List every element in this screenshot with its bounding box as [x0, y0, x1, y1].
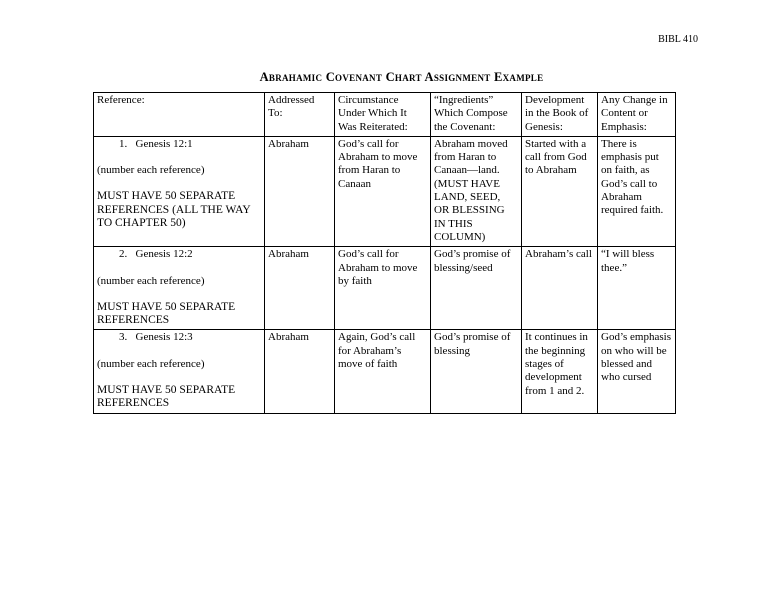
reference-number: 2. [119, 248, 128, 261]
covenant-chart-table [93, 92, 676, 414]
reference-label [97, 248, 261, 261]
reference-rule: MUST HAVE 50 SEPARATE REFERENCES [97, 384, 236, 410]
reference-cell [94, 247, 265, 330]
reference-cell [94, 136, 265, 246]
change-cell: There is emphasis put on faith, as God’s call to Abraham required faith. [598, 136, 676, 246]
reference-verse: Genesis 12:3 [135, 331, 193, 344]
change-cell: God’s emphasis on who will be blessed and who cursed [598, 330, 676, 413]
header-ingredients: “Ingredients” Which Compose the Covenant: [431, 93, 522, 137]
addressed-cell: Abraham [265, 136, 335, 246]
reference-number: 3. [119, 331, 128, 344]
reference-cell [94, 330, 265, 413]
ingredients-cell: God’s promise of blessing/seed [431, 247, 522, 330]
reference-rule: MUST HAVE 50 SEPARATE REFERENCES [97, 300, 236, 327]
reference-note: (number each reference) [97, 357, 205, 370]
addressed-cell: Abraham [265, 247, 335, 330]
ingredients-cell: God’s promise of blessing [431, 330, 522, 413]
ingredients-cell: Abraham moved from Haran to Canaan—land. (MUST HAVE LAND, SEED, OR BLESSING IN THIS COLUMN) [431, 136, 522, 246]
development-cell: Started with a call from God to Abraham [522, 136, 598, 246]
change-cell: “I will bless thee.” [598, 247, 676, 330]
reference-verse: Genesis 12:2 [135, 248, 193, 261]
header-reference: Reference: [94, 93, 265, 137]
circumstance-cell: God’s call for Abraham to move from Haran to Canaan [335, 136, 431, 246]
circumstance-cell: Again, God’s call for Abraham’s move of faith [335, 330, 431, 413]
table-header-row [94, 93, 676, 137]
reference-label [97, 138, 261, 151]
header-circumstance: Circumstance Under Which It Was Reiterated: [335, 93, 431, 137]
header-addressed-to: Addressed To: [265, 93, 335, 137]
circumstance-cell: God’s call for Abraham to move by faith [335, 247, 431, 330]
reference-label [97, 331, 261, 344]
course-code: BIBL 410 [658, 34, 698, 45]
reference-verse: Genesis 12:1 [135, 137, 193, 150]
header-development: Development in the Book of Genesis: [522, 93, 598, 137]
reference-number: 1. [119, 137, 128, 150]
reference-note: (number each reference) [97, 164, 205, 177]
reference-rule: MUST HAVE 50 SEPARATE REFERENCES (ALL THE WAY TO CHAPTER 50) [97, 190, 251, 230]
reference-note: (number each reference) [97, 274, 205, 287]
addressed-cell: Abraham [265, 330, 335, 413]
table-row [94, 247, 676, 330]
table-row [94, 136, 676, 246]
table-row [94, 330, 676, 413]
header-change: Any Change in Content or Emphasis: [598, 93, 676, 137]
page-title: Abrahamic Covenant Chart Assignment Example [259, 70, 544, 84]
development-cell: It continues in the beginning stages of development from 1 and 2. [522, 330, 598, 413]
development-cell: Abraham’s call [522, 247, 598, 330]
